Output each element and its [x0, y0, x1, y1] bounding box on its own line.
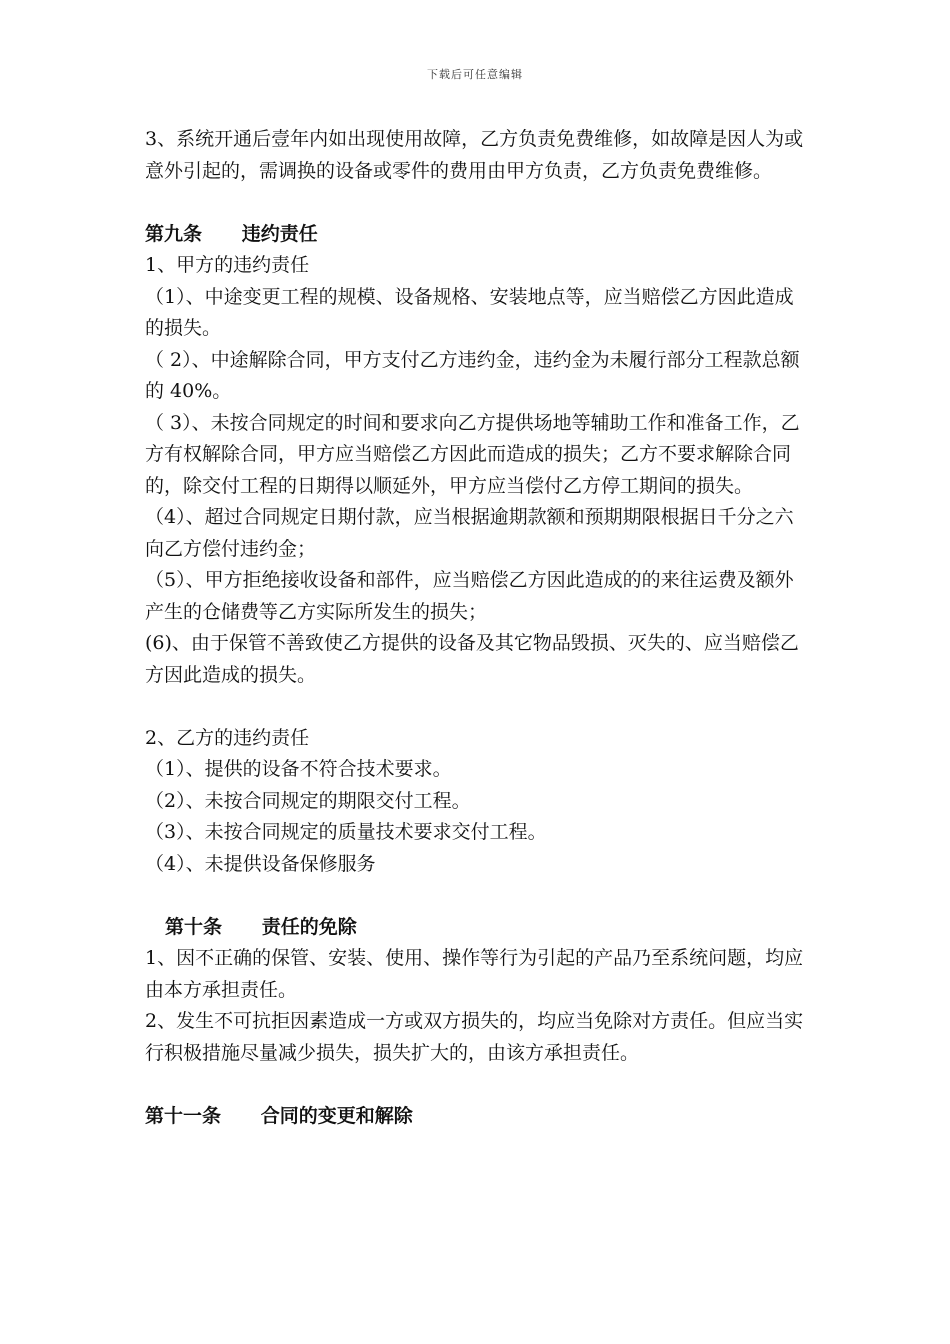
section10-item-1: 1、因不正确的保管、安装、使用、操作等行为引起的产品乃至系统问题，均应由本方承担责任。	[145, 947, 804, 1001]
partyA-item-3: （ 3）、未按合同规定的时间和要求向乙方提供场地等辅助工作和准备工作，乙方有权解除合同，甲方应当赔偿乙方因此而造成的损失；乙方不要求解除合同的，除交付工程的日期得以顺延外，甲方应当偿付乙方停工期间的损失。	[145, 411, 800, 497]
partyA-item-5: （5）、甲方拒绝接收设备和部件，应当赔偿乙方因此造成的的来往运费及额外产生的仓储费等乙方实际所发生的损失；	[145, 569, 794, 623]
partyA-title: 1、甲方的违约责任	[145, 254, 310, 276]
header-note: 下载后可任意编辑	[427, 68, 523, 81]
spacer	[145, 880, 810, 912]
partyB-item-1: （1）、提供的设备不符合技术要求。	[145, 758, 452, 780]
spacer	[145, 1069, 810, 1101]
section10-heading: 第十条 责任的免除	[165, 915, 357, 938]
partyA-item-4: （4）、超过合同规定日期付款，应当根据逾期款额和预期期限根据日千分之六向乙方偿付违约金；	[145, 506, 794, 560]
spacer	[145, 691, 810, 723]
partyB-item-4: （4）、未提供设备保修服务	[145, 852, 376, 875]
partyB-item-2: （2）、未按合同规定的期限交付工程。	[145, 789, 471, 812]
spacer	[145, 187, 810, 219]
partyA-item-6: (6)、由于保管不善致使乙方提供的设备及其它物品毁损、灭失的、应当赔偿乙方因此造成的损失。	[145, 632, 799, 686]
partyA-item-2: （ 2）、中途解除合同，甲方支付乙方违约金，违约金为未履行部分工程款总额的 40%。	[145, 348, 800, 402]
partyB-item-3: （3）、未按合同规定的质量技术要求交付工程。	[145, 821, 547, 843]
section10-item-2: 2、发生不可抗拒因素造成一方或双方损失的，均应当免除对方责任。但应当实行积极措施尽量减少损失，损失扩大的，由该方承担责任。	[145, 1010, 804, 1064]
document-body	[145, 124, 810, 1132]
partyA-item-1: （1）、中途变更工程的规模、设备规格、安装地点等，应当赔偿乙方因此造成的损失。	[145, 285, 794, 339]
partyB-title: 2、乙方的违约责任	[145, 726, 310, 749]
section8-item3: 3、系统开通后壹年内如出现使用故障，乙方负责免费维修，如故障是因人为或意外引起的，需调换的设备或零件的费用由甲方负责，乙方负责免费维修。	[145, 128, 804, 182]
section9-heading: 第九条 违约责任	[145, 222, 318, 245]
section11-heading: 第十一条 合同的变更和解除	[145, 1104, 413, 1127]
